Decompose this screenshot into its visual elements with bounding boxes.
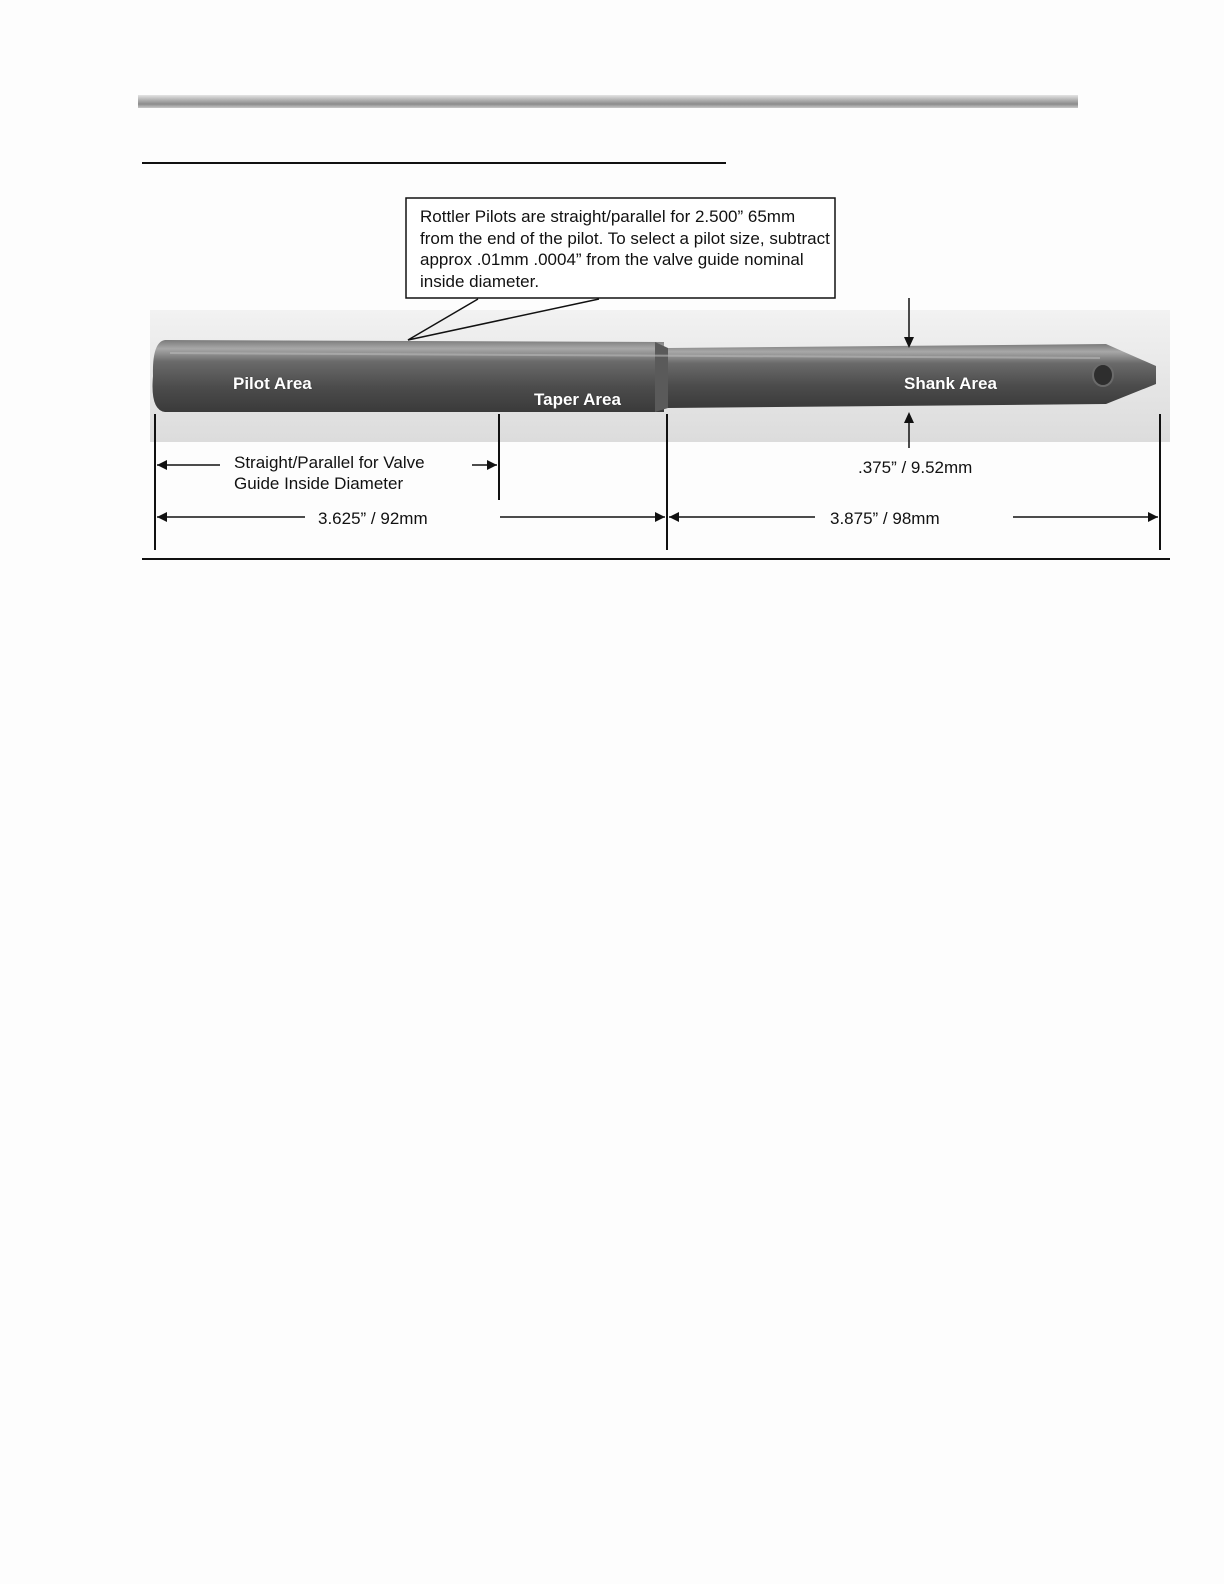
straight-label-line1: Straight/Parallel for Valve bbox=[234, 453, 425, 472]
left-dim-head-a bbox=[157, 512, 167, 522]
straight-dim-left-head bbox=[157, 460, 167, 470]
right-dim-head-a bbox=[669, 512, 679, 522]
shank-hole bbox=[1093, 364, 1113, 386]
straight-dim-right-head bbox=[487, 460, 497, 470]
left-length-label: 3.625” / 92mm bbox=[318, 509, 428, 528]
callout-text: Rottler Pilots are straight/parallel for 2.500” 65mm from the end of the pilot. To select a pilot size, subtract approx .01mm .0004” from the valve guide nominal inside diameter. bbox=[420, 207, 830, 291]
bottom-rule bbox=[142, 558, 1170, 560]
pilot-figure bbox=[0, 0, 1224, 600]
taper-area-label: Taper Area bbox=[534, 390, 621, 409]
pilot-diagram bbox=[0, 0, 1224, 600]
right-length-label: 3.875” / 98mm bbox=[830, 509, 940, 528]
diameter-label: .375” / 9.52mm bbox=[858, 458, 973, 477]
taper-step bbox=[655, 342, 668, 412]
shank-area-label: Shank Area bbox=[904, 374, 997, 393]
straight-label-line2: Guide Inside Diameter bbox=[234, 474, 404, 493]
right-dim-head-b bbox=[1148, 512, 1158, 522]
left-dim-head-b bbox=[655, 512, 665, 522]
pilot-area-label: Pilot Area bbox=[233, 374, 312, 393]
